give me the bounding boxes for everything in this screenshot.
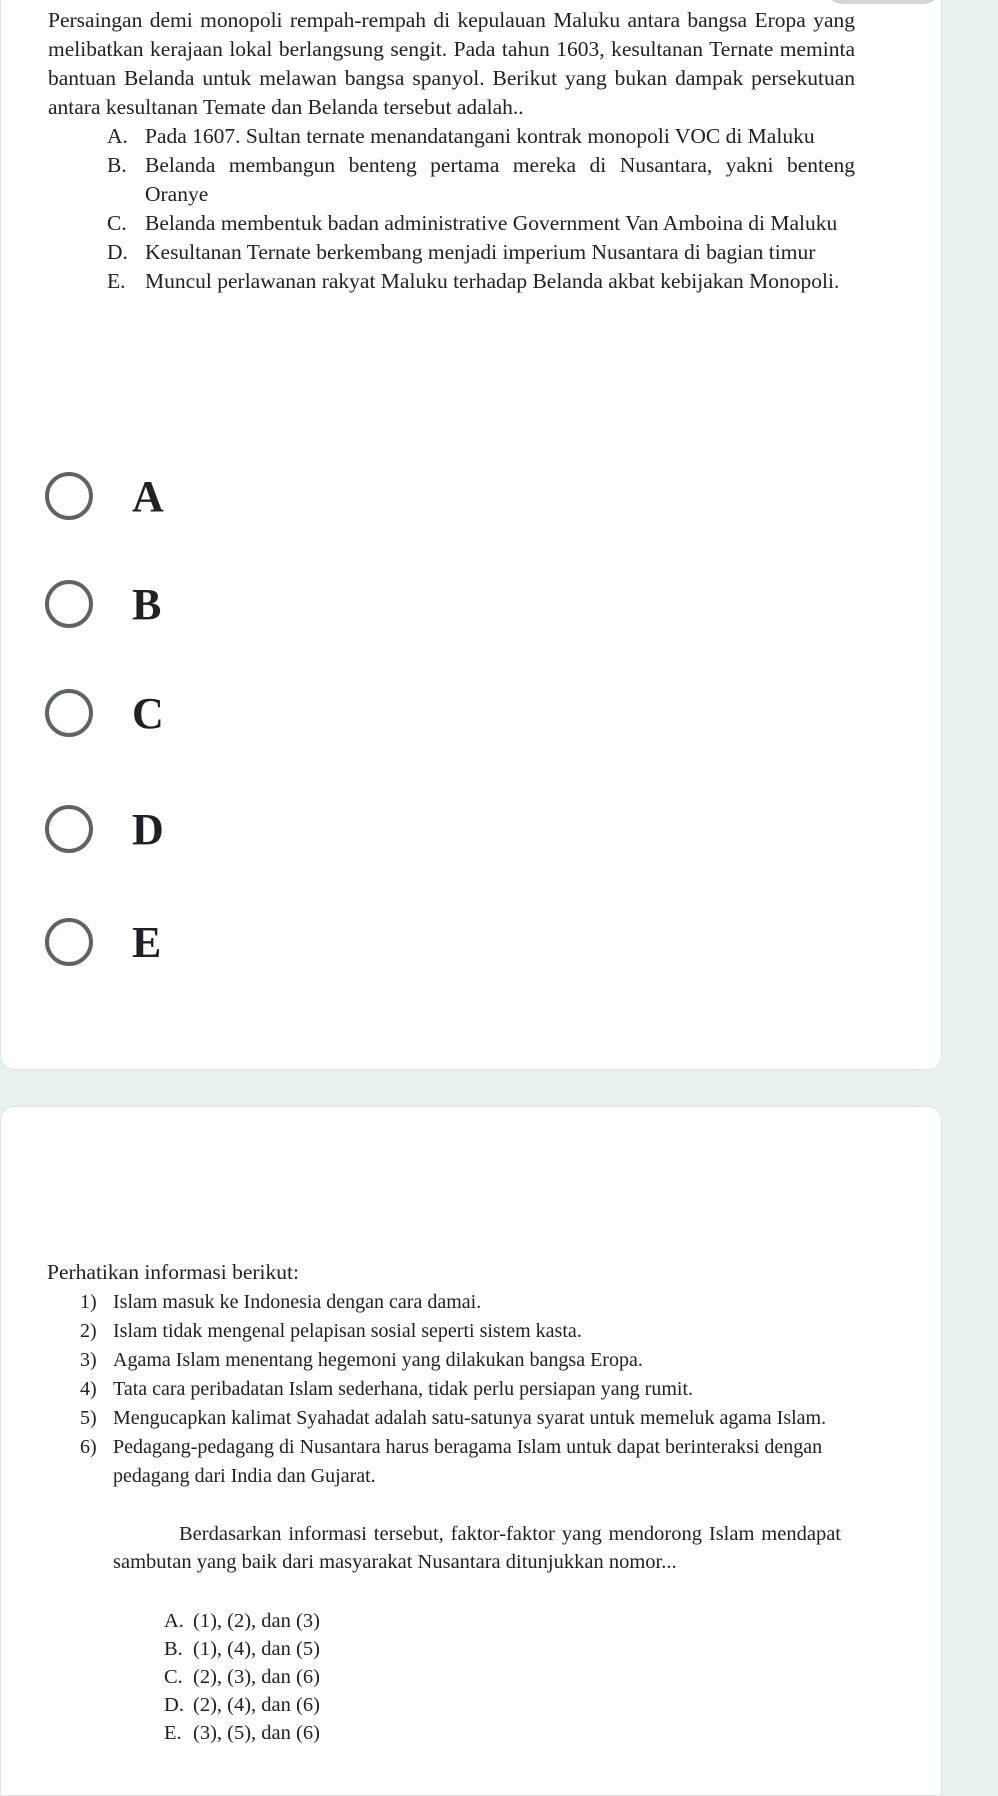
- answer-choice-a[interactable]: [45, 468, 164, 524]
- info-item-text: Islam tidak mengenal pelapisan sosial seperti sistem kasta.: [113, 1320, 582, 1342]
- question-2-info-list: [80, 1288, 840, 1491]
- radio-button-e[interactable]: [45, 918, 93, 966]
- option-text: Pada 1607. Sultan ternate menandatangani kontrak monopoli VOC di Maluku: [145, 124, 815, 148]
- question-2-option-e: [164, 1719, 320, 1747]
- question-2-intro: Perhatikan informasi berikut:: [47, 1260, 299, 1284]
- info-item-text: Pedagang-pedagang di Nusantara harus beragama Islam untuk dapat berinteraksi dengan pedagang dari India dan Gujarat.: [113, 1436, 823, 1487]
- option-text: Muncul perlawanan rakyat Maluku terhadap Belanda akbat kebijakan Monopoli.: [145, 269, 840, 293]
- info-item-number: 3): [80, 1349, 97, 1371]
- option-letter: A.: [107, 124, 128, 148]
- question-1-option-d: [107, 238, 855, 267]
- info-item: [80, 1346, 840, 1375]
- question-1-option-e: [107, 267, 855, 296]
- question-1-text: Persaingan demi monopoli rempah-rempah di kepulauan Maluku antara bangsa Eropa yang melibatkan kerajaan lokal berlangsung sengit. Pada tahun 1603, kesultanan Ternate meminta bantuan Belanda untuk melawan bangsa spanyol. Berikut yang bukan dampak persekutuan antara kesultanan Temate dan Belanda tersebut adalah..: [48, 8, 855, 119]
- option-letter: D.: [107, 240, 128, 264]
- info-item-text: Agama Islam menentang hegemoni yang dilakukan bangsa Eropa.: [113, 1349, 643, 1371]
- option-text: (1), (2), dan (3): [193, 1610, 320, 1632]
- info-item: [80, 1317, 840, 1346]
- option-text: Kesultanan Ternate berkembang menjadi imperium Nusantara di bagian timur: [145, 240, 816, 264]
- question-1-option-list: [107, 122, 855, 296]
- answer-choice-d[interactable]: [45, 801, 164, 857]
- option-letter: E.: [164, 1722, 182, 1744]
- radio-button-d[interactable]: [45, 805, 93, 853]
- info-item-text: Tata cara peribadatan Islam sederhana, tidak perlu persiapan yang rumit.: [113, 1378, 694, 1400]
- answer-choice-label: B: [132, 579, 162, 629]
- question-2-option-list: [164, 1607, 320, 1747]
- info-item: [80, 1288, 840, 1317]
- answer-choice-label: E: [132, 917, 162, 967]
- info-item-text: Islam masuk ke Indonesia dengan cara damai.: [113, 1291, 482, 1313]
- radio-button-b[interactable]: [45, 580, 93, 628]
- option-letter: A.: [164, 1610, 184, 1632]
- info-item: [80, 1433, 840, 1491]
- option-letter: C.: [164, 1666, 183, 1688]
- info-item-number: 6): [80, 1436, 97, 1458]
- question-1-option-c: [107, 209, 855, 238]
- option-letter: C.: [107, 211, 127, 235]
- question-2-option-b: [164, 1635, 320, 1663]
- option-text: (3), (5), dan (6): [193, 1722, 320, 1744]
- info-item-number: 1): [80, 1291, 97, 1313]
- question-2-option-d: [164, 1691, 320, 1719]
- option-text: (2), (4), dan (6): [193, 1694, 320, 1716]
- answer-choice-e[interactable]: [45, 914, 161, 970]
- answer-choice-label: D: [132, 804, 164, 854]
- answer-choice-c[interactable]: [45, 685, 164, 741]
- info-item: [80, 1404, 840, 1433]
- info-item-number: 4): [80, 1378, 97, 1400]
- info-item: [80, 1375, 840, 1404]
- option-letter: B.: [164, 1638, 183, 1660]
- answer-choice-b[interactable]: [45, 576, 161, 632]
- option-text: Belanda membentuk badan administrative Government Van Amboina di Maluku: [145, 211, 838, 235]
- top-scroll-indicator: [823, 0, 943, 4]
- info-item-text: Mengucapkan kalimat Syahadat adalah satu-satunya syarat untuk memeluk agama Islam.: [113, 1407, 827, 1429]
- option-text: (2), (3), dan (6): [193, 1666, 320, 1688]
- question-2-option-a: [164, 1607, 320, 1635]
- info-item-number: 2): [80, 1320, 97, 1342]
- option-text: (1), (4), dan (5): [193, 1638, 320, 1660]
- option-text: Belanda membangun benteng pertama mereka di Nusantara, yakni benteng Oranye: [145, 153, 855, 206]
- info-item-number: 5): [80, 1407, 97, 1429]
- answer-choice-label: A: [132, 471, 164, 521]
- answer-choice-label: C: [132, 688, 164, 738]
- option-letter: B.: [107, 153, 127, 177]
- question-2-option-c: [164, 1663, 320, 1691]
- option-letter: D.: [164, 1694, 184, 1716]
- question-2-stem: Berdasarkan informasi tersebut, faktor-faktor yang mendorong Islam mendapat sambutan yang baik dari masyarakat Nusantara ditunjukkan nomor...: [113, 1523, 841, 1573]
- radio-button-a[interactable]: [45, 472, 93, 520]
- question-1-option-a: [107, 122, 855, 151]
- question-1-option-b: [107, 151, 855, 209]
- radio-button-c[interactable]: [45, 689, 93, 737]
- option-letter: E.: [107, 269, 126, 293]
